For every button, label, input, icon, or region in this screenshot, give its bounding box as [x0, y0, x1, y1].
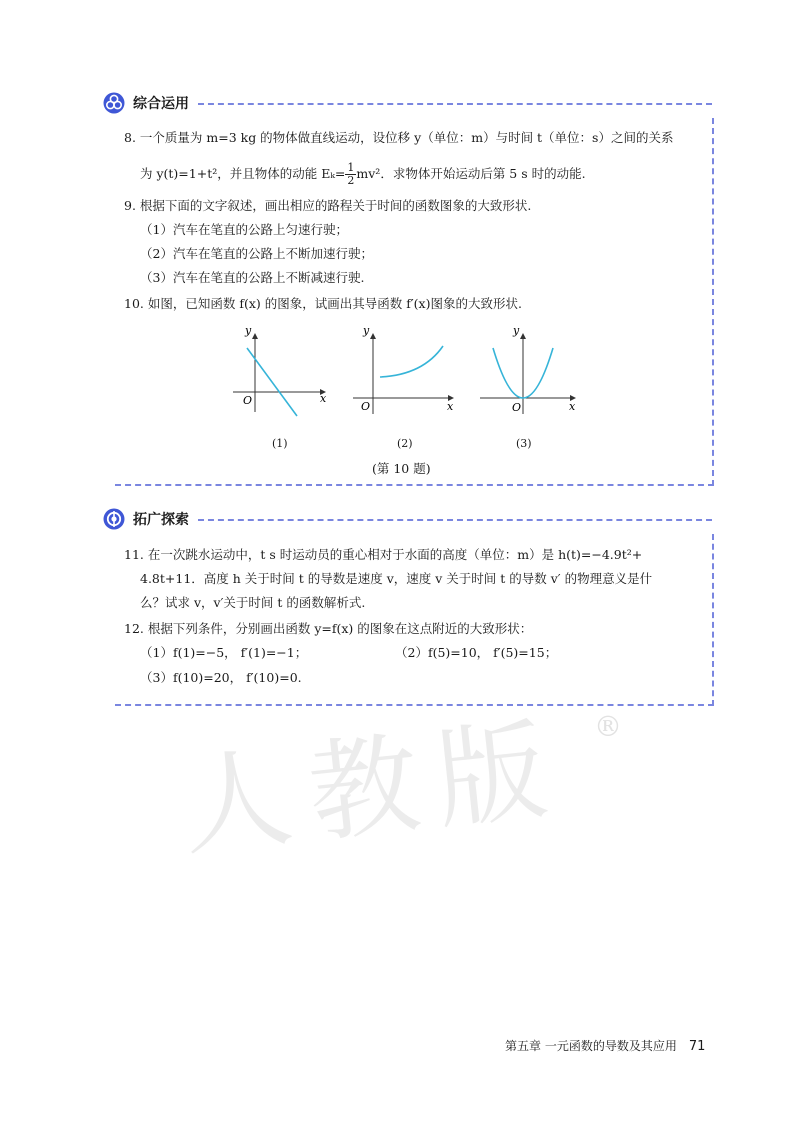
problem-12-stem: 12. 根据下列条件，分别画出函数 y=f(x) 的图象在这点附近的大致形状： [124, 621, 533, 636]
graph-caption-1: (1) [272, 437, 288, 450]
problem-12-condition-2: （2）f(5)=10， f′(5)=15； [395, 645, 558, 660]
origin-label: O [361, 400, 371, 413]
problem-9-item-3: （3）汽车在笔直的公路上不断减速行驶. [140, 270, 365, 285]
x-axis-label: x [569, 400, 576, 413]
x-axis-label: x [447, 400, 454, 413]
graph-2 [353, 324, 454, 414]
flower-icon [103, 92, 125, 114]
problem-12-condition-1: （1）f(1)=−5， f′(1)=−1； [140, 645, 308, 660]
problem-8-line-1: 8. 一个质量为 m=3 kg 的物体做直线运动，设位移 y（单位：m）与时间 t（单位：s）之间的关系 [124, 130, 674, 145]
figure-caption: (第 10 题) [372, 461, 431, 476]
y-axis-label: y [513, 324, 520, 337]
graph-1 [233, 324, 327, 416]
problem-9-stem: 9. 根据下面的文字叙述，画出相应的路程关于时间的函数图象的大致形状. [124, 198, 532, 213]
graph-caption-3: (3) [516, 437, 532, 450]
y-axis-label: y [363, 324, 370, 337]
origin-label: O [243, 394, 253, 407]
y-axis-label: y [245, 324, 252, 337]
curve-increasing [380, 346, 443, 377]
origin-label: O [512, 401, 522, 414]
chapter-title: 第五章 一元函数的导数及其应用 [505, 1039, 677, 1053]
problem-11-line-3: 么？试求 v，v′关于时间 t 的函数解析式. [140, 595, 366, 610]
x-axis-label: x [320, 392, 327, 405]
section-title: 拓广探索 [133, 512, 189, 528]
problem-11-line-2: 4.8t+11．高度 h 关于时间 t 的导数是速度 v，速度 v 关于时间 t 的导数 v′ 的物理意义是什 [140, 571, 653, 586]
function-graphs [225, 322, 595, 452]
header-rule [198, 103, 712, 105]
graph-caption-2: (2) [397, 437, 413, 450]
problem-9-item-2: （2）汽车在笔直的公路上不断加速行驶； [140, 246, 373, 261]
fraction: $\frac{1}{2}$ [347, 161, 355, 187]
header-rule [198, 519, 712, 521]
problem-10-stem: 10. 如图，已知函数 f(x) 的图象，试画出其导函数 f′(x)图象的大致形状. [124, 296, 522, 311]
section-header-comprehensive [103, 92, 189, 114]
page-footer [505, 1037, 705, 1054]
watermark-logo: 人教版 [175, 704, 571, 872]
problem-9-item-1: （1）汽车在笔直的公路上匀速行驶； [140, 222, 348, 237]
problem-8-line-2: 为 y(t)=1+t²，并且物体的动能 Eₖ= $\frac{1}{2}$ mv²．求物体开始运动后第 5 s 时的动能. [140, 161, 586, 187]
page-number: 71 [688, 1039, 706, 1054]
problem-12-condition-3: （3）f(10)=20， f′(10)=0. [140, 670, 302, 685]
problem-11-line-1: 11. 在一次跳水运动中，t s 时运动员的重心相对于水面的高度（单位：m）是 h(t)=−4.9t²+ [124, 547, 643, 562]
section-title: 综合运用 [133, 96, 189, 112]
ring-icon [103, 508, 125, 530]
registered-mark: ® [594, 710, 622, 743]
section-header-extension [103, 508, 189, 530]
graph-3 [480, 324, 576, 414]
